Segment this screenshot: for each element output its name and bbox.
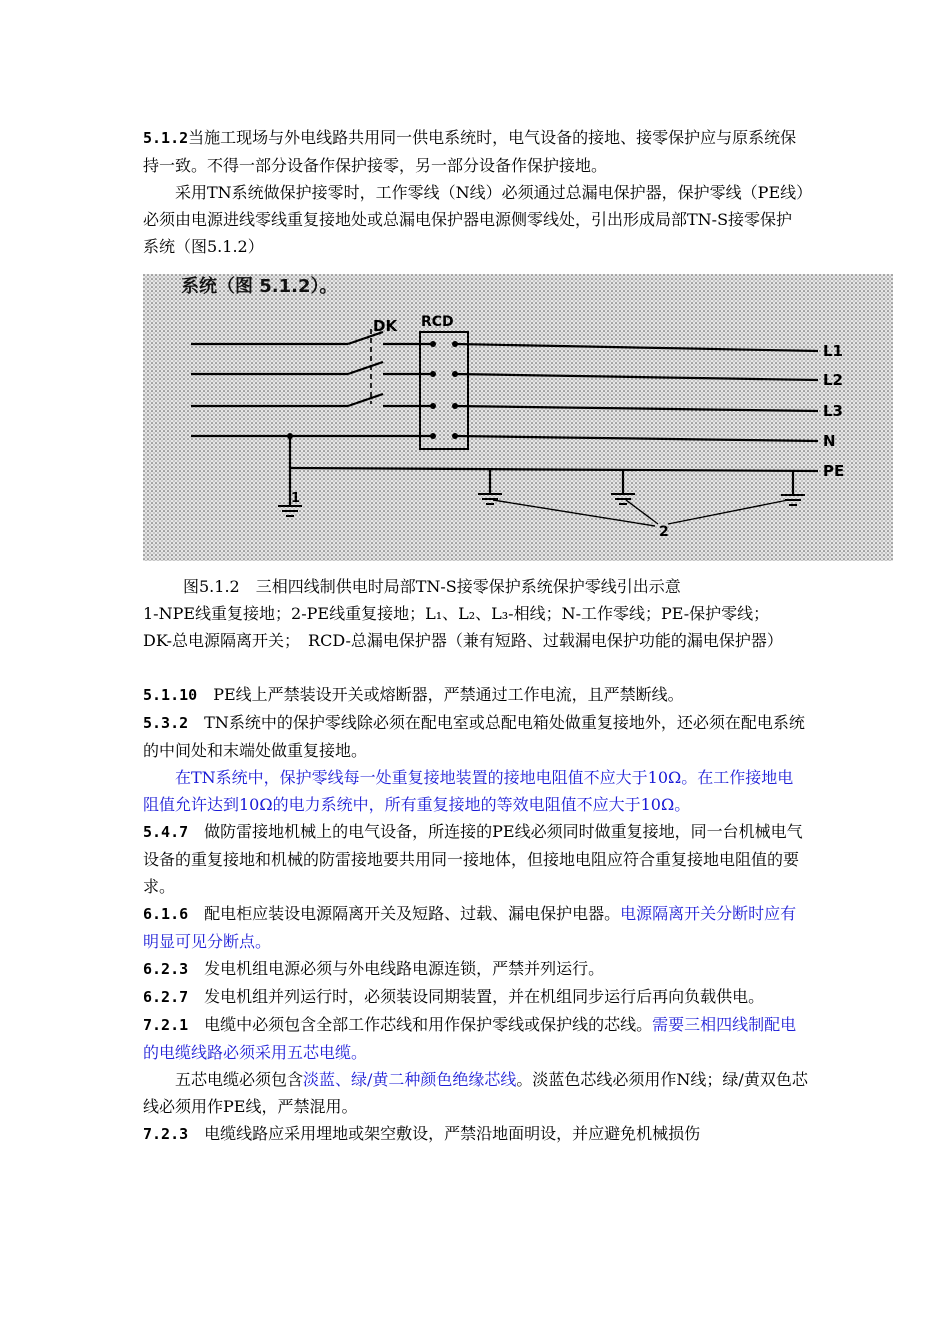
marker-1: 1 bbox=[291, 491, 301, 506]
label-n: N bbox=[823, 432, 836, 450]
clause-text: 配电柜应装设电源隔离开关及短路、过载、漏电保护电器。 bbox=[188, 904, 621, 923]
document-page bbox=[143, 124, 845, 1148]
text-segment: 。淡蓝色芯线必须用作N线；绿/黄双色芯线必须用作PE线，严禁混用。 bbox=[143, 1070, 808, 1116]
figure-background bbox=[143, 274, 893, 561]
text-highlight: 淡蓝、绿/黄二种颜色绝缘芯线 bbox=[303, 1070, 517, 1089]
clause-5-1-2 bbox=[143, 124, 808, 179]
clause-6-2-7 bbox=[143, 983, 808, 1011]
clause-5-3-2-note: 在TN系统中，保护零线每一处重复接地装置的接地电阻值不应大于10Ω。在工作接地电阻值允许达到10Ω的电力系统中，所有重复接地的等效电阻值不应大于10Ω。 bbox=[143, 768, 794, 814]
clause-number: 6.2.3 bbox=[143, 960, 189, 978]
text-segment: 五芯电缆必须包含 bbox=[175, 1070, 304, 1089]
figure-caption-legend-1: 1-NPE线重复接地；2-PE线重复接地；L₁、L₂、L₃-相线；N-工作零线；PE-保护零线； bbox=[143, 604, 770, 623]
clause-number: 6.1.6 bbox=[143, 905, 189, 923]
figure-caption-legend-2: DK-总电源隔离开关； RCD-总漏电保护器（兼有短路、过载漏电保护功能的漏电保护器） bbox=[143, 631, 783, 650]
clause-7-2-3 bbox=[143, 1120, 808, 1148]
clause-number: 5.1.2 bbox=[143, 129, 189, 147]
clause-text: 发电机组电源必须与外电线路电源连锁，严禁并列运行。 bbox=[188, 959, 605, 978]
figure-caption-title: 图5.1.2 三相四线制供电时局部TN-S接零保护系统保护零线引出示意 bbox=[183, 577, 681, 596]
clause-highlight: 需要三相四线制配电的电缆线路必须采用五芯电缆。 bbox=[143, 1015, 797, 1062]
figure-5-1-2 bbox=[143, 274, 893, 561]
clause-text: 发电机组并列运行时，必须装设同期装置，并在机组同步运行后再向负载供电。 bbox=[188, 987, 765, 1006]
clause-5-4-7 bbox=[143, 818, 808, 900]
clause-text: TN系统中的保护零线除必须在配电室或总配电箱处做重复接地外，还必须在配电系统的中间处和末端处做重复接地。 bbox=[143, 713, 805, 760]
clause-6-1-6 bbox=[143, 900, 808, 955]
clause-number: 6.2.7 bbox=[143, 988, 189, 1006]
clause-number: 5.3.2 bbox=[143, 714, 189, 732]
clause-text: 当施工现场与外电线路共用同一供电系统时，电气设备的接地、接零保护应与原系统保持一致。不得一部分设备作保护接零，另一部分设备作保护接地。 bbox=[143, 128, 797, 175]
clause-text: 电缆中必须包含全部工作芯线和用作保护零线或保护线的芯线。 bbox=[188, 1015, 653, 1034]
clause-5-3-2 bbox=[143, 709, 808, 764]
clause-number: 5.4.7 bbox=[143, 823, 189, 841]
paragraph-tn-system: 采用TN系统做保护接零时，工作零线（N线）必须通过总漏电保护器，保护零线（PE线）必须由电源进线零线重复接地处或总漏电保护器电源侧零线处，引出形成局部TN-S接零保护系统（图5.1.2） bbox=[143, 183, 805, 256]
label-pe: PE bbox=[823, 462, 845, 480]
clause-text: PE线上严禁装设开关或熔断器，严禁通过工作电流，且严禁断线。 bbox=[197, 685, 684, 704]
clause-number: 7.2.3 bbox=[143, 1125, 189, 1143]
label-l3: L3 bbox=[823, 402, 843, 420]
clause-6-2-3 bbox=[143, 955, 808, 983]
clause-5-1-10 bbox=[143, 681, 808, 709]
label-l1: L1 bbox=[823, 342, 843, 360]
clause-number: 7.2.1 bbox=[143, 1016, 189, 1034]
clause-text: 电缆线路应采用埋地或架空敷设，严禁沿地面明设，并应避免机械损伤 bbox=[188, 1124, 701, 1143]
figure-header-text: 系统（图 5.1.2）。 bbox=[181, 276, 338, 297]
clause-number: 5.1.10 bbox=[143, 686, 198, 704]
label-l2: L2 bbox=[823, 371, 843, 389]
clause-7-2-1 bbox=[143, 1011, 808, 1066]
marker-2: 2 bbox=[659, 524, 669, 540]
dk-label: DK bbox=[373, 317, 398, 335]
paragraph-five-core-cable bbox=[143, 1066, 808, 1120]
rcd-label: RCD bbox=[421, 314, 454, 330]
clause-highlight: 电源隔离开关分断时应有明显可见分断点。 bbox=[143, 904, 797, 951]
clause-text: 做防雷接地机械上的电气设备，所连接的PE线必须同时做重复接地，同一台机械电气设备的重复接地和机械的防雷接地要共用同一接地体，但接地电阻应符合重复接地电阻值的要求。 bbox=[143, 822, 803, 896]
